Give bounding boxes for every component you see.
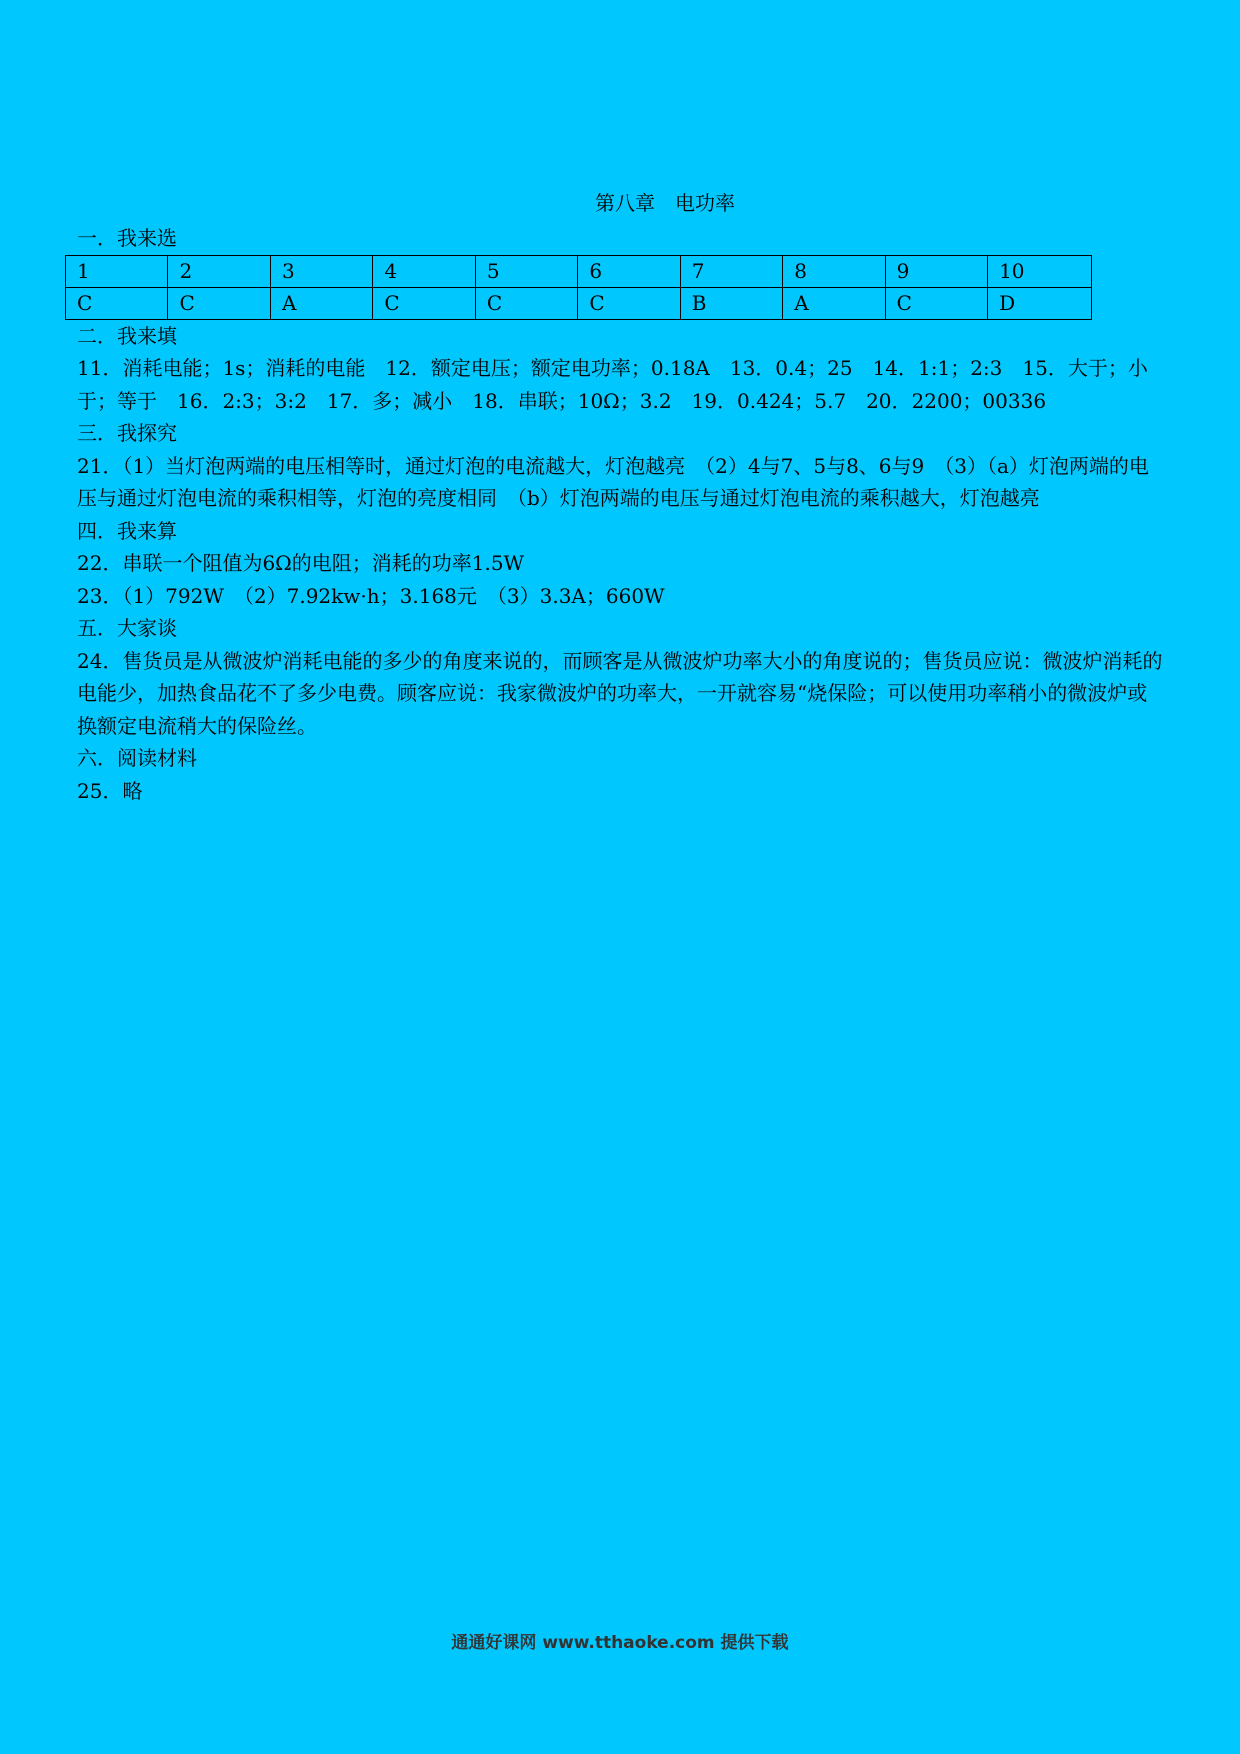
section-heading-discuss: 五．大家谈 xyxy=(77,616,177,640)
table-cell: 7 xyxy=(680,255,782,287)
table-cell: 6 xyxy=(578,255,680,287)
table-cell: C xyxy=(66,287,168,319)
calc-answer-23: 23．（1）792W （2）7.92kw·h；3.168元 （3）3.3A；660W xyxy=(77,583,665,608)
discuss-answer: 24．售货员是从微波炉消耗电能的多少的角度来说的，而顾客是从微波炉功率大小的角度说的；售货员应说：微波炉消耗的电能少，加热食品花不了多少电费。顾客应说：我家微波炉的功率大，一开就容易“烧保险；可以使用功率稍小的微波炉或换额定电流稍大的保险丝。 xyxy=(77,648,1163,738)
page-title: 第八章 电功率 xyxy=(595,191,735,215)
section-heading-choose: 一．我来选 xyxy=(77,226,177,250)
table-cell: 5 xyxy=(475,255,577,287)
table-cell: A xyxy=(270,287,372,319)
section-heading-fill: 二．我来填 xyxy=(77,323,177,348)
explore-answers: 21．（1）当灯泡两端的电压相等时，通过灯泡的电流越大，灯泡越亮 （2）4与7、5与8、6与9 （3）（a）灯泡两端的电压与通过灯泡电流的乘积相等，灯泡的亮度相同 （b）灯泡两端的电压与通过灯泡电流的乘积越大，灯泡越亮 xyxy=(77,453,1149,510)
table-cell: 4 xyxy=(373,255,475,287)
table-cell: C xyxy=(885,287,987,319)
table-cell: 1 xyxy=(66,255,168,287)
table-cell: B xyxy=(680,287,782,319)
footer-credit: 通通好课网 www.tthaoke.com 提供下载 xyxy=(451,1633,789,1653)
table-cell: C xyxy=(578,287,680,319)
table-cell: D xyxy=(988,287,1092,319)
reading-answer: 25．略 xyxy=(77,778,143,803)
table-cell: 8 xyxy=(783,255,885,287)
table-cell: C xyxy=(475,287,577,319)
table-row-answers xyxy=(66,287,1092,319)
table-cell: C xyxy=(168,287,270,319)
table-cell: C xyxy=(373,287,475,319)
section-heading-reading: 六．阅读材料 xyxy=(77,746,197,770)
section-heading-explore: 三．我探究 xyxy=(77,421,177,445)
section-heading-calc: 四．我来算 xyxy=(77,518,177,543)
answer-table xyxy=(65,255,1092,320)
document-body xyxy=(77,222,1166,807)
table-cell: 2 xyxy=(168,255,270,287)
fill-answers: 11．消耗电能；1s；消耗的电能 12．额定电压；额定电功率；0.18A 13．0.4；25 14．1:1；2:3 15．大于；小于；等于 16．2:3；3:2 17．多；减小 18．串联；10Ω；3.2 19．0.424；5.7 20．2200；00336 xyxy=(77,356,1148,413)
table-cell: 9 xyxy=(885,255,987,287)
calc-answer-22: 22．串联一个阻值为6Ω的电阻；消耗的功率1.5W xyxy=(77,551,525,575)
table-cell: A xyxy=(783,287,885,319)
table-cell: 3 xyxy=(270,255,372,287)
table-cell: 10 xyxy=(988,255,1092,287)
table-row-numbers xyxy=(66,255,1092,287)
